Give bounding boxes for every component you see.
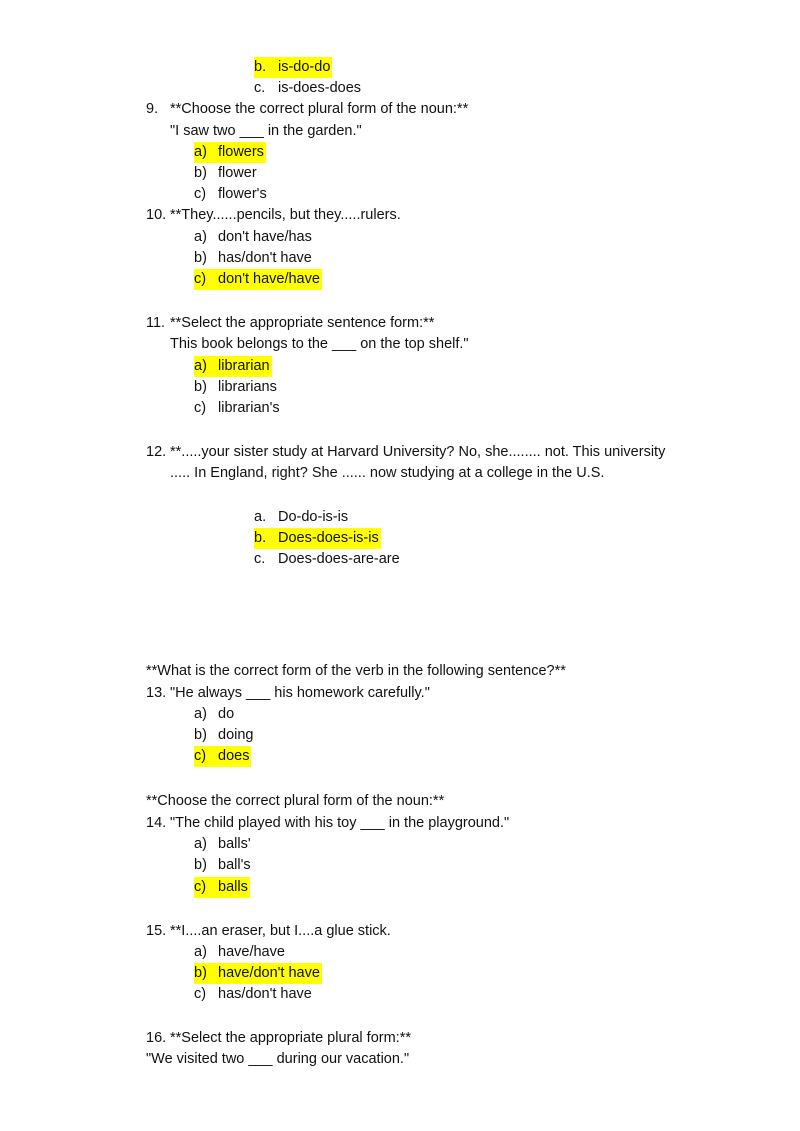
q10-option-a (194, 227, 312, 248)
option-label: b) (194, 965, 207, 981)
option-label: b. (254, 530, 267, 546)
option-label: a. (254, 509, 267, 525)
option-text: balls' (218, 836, 251, 852)
option-text: flower (218, 165, 257, 181)
option-label: a) (194, 358, 207, 374)
q8-option-c (254, 78, 361, 99)
option-label: c) (194, 879, 207, 895)
option-label: a) (194, 706, 207, 722)
option-label: a) (194, 836, 207, 852)
q9-sentence: "I saw two ___ in the garden." (170, 123, 362, 139)
question-text: **They......pencils, but they.....rulers. (170, 207, 401, 223)
option-label: c) (194, 748, 207, 764)
q15-option-c (194, 984, 312, 1005)
q9-option-c (194, 184, 267, 205)
question-number: 11. (146, 315, 166, 331)
q12-prompt-continued: ..... In England, right? She ...... now studying at a college in the U.S. (170, 465, 605, 481)
option-text: Do-do-is-is (278, 509, 349, 525)
option-text: does (218, 748, 250, 764)
question-number: 14. (146, 815, 167, 831)
q9-prompt (146, 99, 468, 120)
option-text: has/don't have (218, 250, 312, 266)
option-label: a) (194, 944, 207, 960)
option-text: do (218, 706, 235, 722)
option-text: have/have (218, 944, 285, 960)
option-label: c. (254, 551, 266, 567)
q14-option-b (194, 855, 251, 876)
question-number: 13. (146, 685, 167, 701)
option-label: c) (194, 186, 207, 202)
option-text: Does-does-is-is (278, 530, 379, 546)
q12-prompt (146, 442, 665, 463)
option-text: balls (218, 879, 248, 895)
q15-option-b (194, 963, 322, 984)
option-text: librarian (218, 358, 270, 374)
option-text: have/don't have (218, 965, 320, 981)
option-text: librarian's (218, 400, 280, 416)
option-text: flower's (218, 186, 267, 202)
q9-option-a (194, 142, 266, 163)
q13-header: **What is the correct form of the verb in the following sentence?** (146, 663, 566, 679)
question-text: **Select the appropriate plural form:** (170, 1030, 411, 1046)
option-text: is-does-does (278, 80, 362, 96)
question-number: 12. (146, 444, 167, 460)
q15-prompt (146, 921, 391, 942)
q13-option-b (194, 725, 253, 746)
option-label: a) (194, 229, 207, 245)
option-text: don't have/has (218, 229, 312, 245)
option-text: ball's (218, 857, 251, 873)
q14-option-a (194, 834, 251, 855)
q10-prompt (146, 205, 401, 226)
question-text: **Choose the correct plural form of the noun:** (170, 101, 469, 117)
q11-prompt (146, 313, 434, 334)
q11-option-c (194, 398, 280, 419)
q11-option-a (194, 356, 272, 377)
q12-option-b (254, 528, 381, 549)
option-label: a) (194, 144, 207, 160)
option-text: doing (218, 727, 254, 743)
q14-header: **Choose the correct plural form of the noun:** (146, 793, 445, 809)
q11-sentence: This book belongs to the ___ on the top shelf." (170, 336, 469, 352)
q14-sentence (146, 813, 509, 834)
question-number: 9. (146, 101, 159, 117)
option-text: Does-does-are-are (278, 551, 400, 567)
option-label: c) (194, 986, 207, 1002)
q13-sentence (146, 683, 430, 704)
question-number: 16. (146, 1030, 167, 1046)
question-text: "The child played with his toy ___ in the playground." (170, 815, 510, 831)
question-number: 10. (146, 207, 167, 223)
option-label: c) (194, 400, 207, 416)
option-label: c. (254, 80, 266, 96)
option-label: b. (254, 59, 267, 75)
option-label: b) (194, 379, 207, 395)
q12-option-c (254, 549, 400, 570)
q14-option-c (194, 877, 250, 898)
q9-option-b (194, 163, 257, 184)
q10-option-c (194, 269, 322, 290)
q8-option-b (254, 57, 332, 78)
q15-option-a (194, 942, 285, 963)
question-text: **I....an eraser, but I....a glue stick. (170, 923, 391, 939)
option-label: c) (194, 271, 207, 287)
option-text: librarians (218, 379, 277, 395)
option-label: b) (194, 857, 207, 873)
option-label: b) (194, 250, 207, 266)
q16-prompt (146, 1028, 411, 1049)
q13-option-c (194, 746, 251, 767)
option-label: b) (194, 727, 207, 743)
option-text: flowers (218, 144, 264, 160)
q13-option-a (194, 704, 234, 725)
q16-sentence: "We visited two ___ during our vacation." (146, 1051, 410, 1067)
q11-option-b (194, 377, 277, 398)
question-text: "He always ___ his homework carefully." (170, 685, 430, 701)
option-text: don't have/have (218, 271, 320, 287)
option-label: b) (194, 165, 207, 181)
question-text: **.....your sister study at Harvard University? No, she........ not. This university (170, 444, 666, 460)
question-text: **Select the appropriate sentence form:** (170, 315, 435, 331)
option-text: is-do-do (278, 59, 331, 75)
q10-option-b (194, 248, 312, 269)
option-text: has/don't have (218, 986, 312, 1002)
question-number: 15. (146, 923, 167, 939)
q12-option-a (254, 507, 348, 528)
